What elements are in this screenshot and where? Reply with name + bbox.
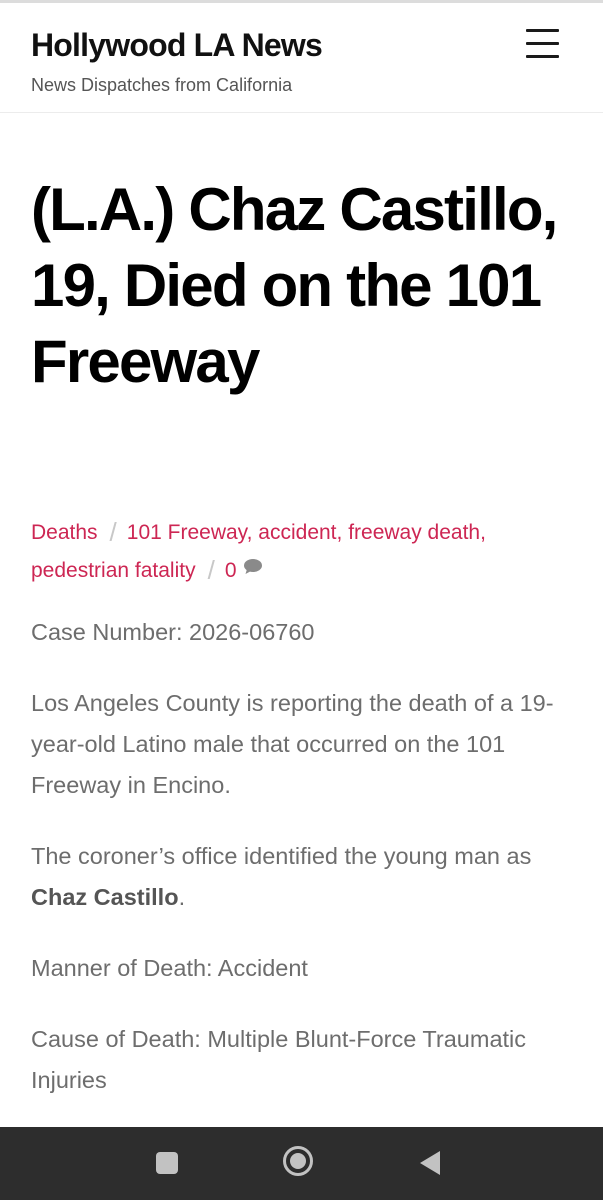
meta-separator: /: [207, 555, 215, 585]
post-meta: [31, 514, 591, 589]
post-content: [31, 612, 579, 1131]
tag-link-accident[interactable]: accident: [258, 521, 337, 544]
home-icon[interactable]: [283, 1146, 313, 1176]
victim-name: Chaz Castillo: [31, 884, 179, 910]
tag-link-101-freeway[interactable]: 101 Freeway: [126, 521, 247, 544]
site-tagline: News Dispatches from California: [31, 75, 293, 95]
hamburger-menu-icon[interactable]: [522, 25, 562, 61]
system-nav-bar: [0, 1127, 603, 1200]
paragraph-report: Los Angeles County is reporting the death of a 19-year-old Latino male that occurred on the 101 Freeway in Encino.: [31, 690, 554, 798]
recent-apps-icon[interactable]: [156, 1152, 178, 1174]
meta-separator: /: [109, 517, 117, 547]
menu-bar: [526, 29, 559, 32]
identification-end: .: [178, 884, 186, 910]
home-icon-inner: [290, 1153, 306, 1169]
menu-bar: [526, 55, 559, 58]
back-icon[interactable]: [418, 1149, 442, 1177]
site-header: [0, 3, 603, 113]
tag-link-freeway-death[interactable]: freeway death: [348, 521, 481, 544]
category-link-deaths[interactable]: Deaths: [31, 521, 98, 544]
tag-link-pedestrian-fatality[interactable]: pedestrian fatality: [31, 559, 196, 582]
comment-bubble-icon[interactable]: [243, 551, 263, 587]
meta-line-2: [31, 551, 591, 589]
menu-bar: [526, 42, 559, 45]
identification-text: The coroner’s office identified the young man as: [31, 843, 532, 869]
case-number: Case Number: 2026-06760: [31, 619, 315, 645]
site-title[interactable]: Hollywood LA News: [31, 27, 323, 63]
paragraph-identification: [31, 836, 579, 918]
comment-count-link[interactable]: 0: [224, 559, 237, 582]
manner-of-death: Manner of Death: Accident: [31, 955, 308, 981]
post-title: (L.A.) Chaz Castillo, 19, Died on the 101 Freeway: [31, 176, 557, 395]
cause-of-death: Cause of Death: Multiple Blunt-Force Traumatic Injuries: [31, 1026, 527, 1093]
meta-line-1: Deaths / 101 Freeway, accident, freeway death,: [31, 517, 486, 547]
